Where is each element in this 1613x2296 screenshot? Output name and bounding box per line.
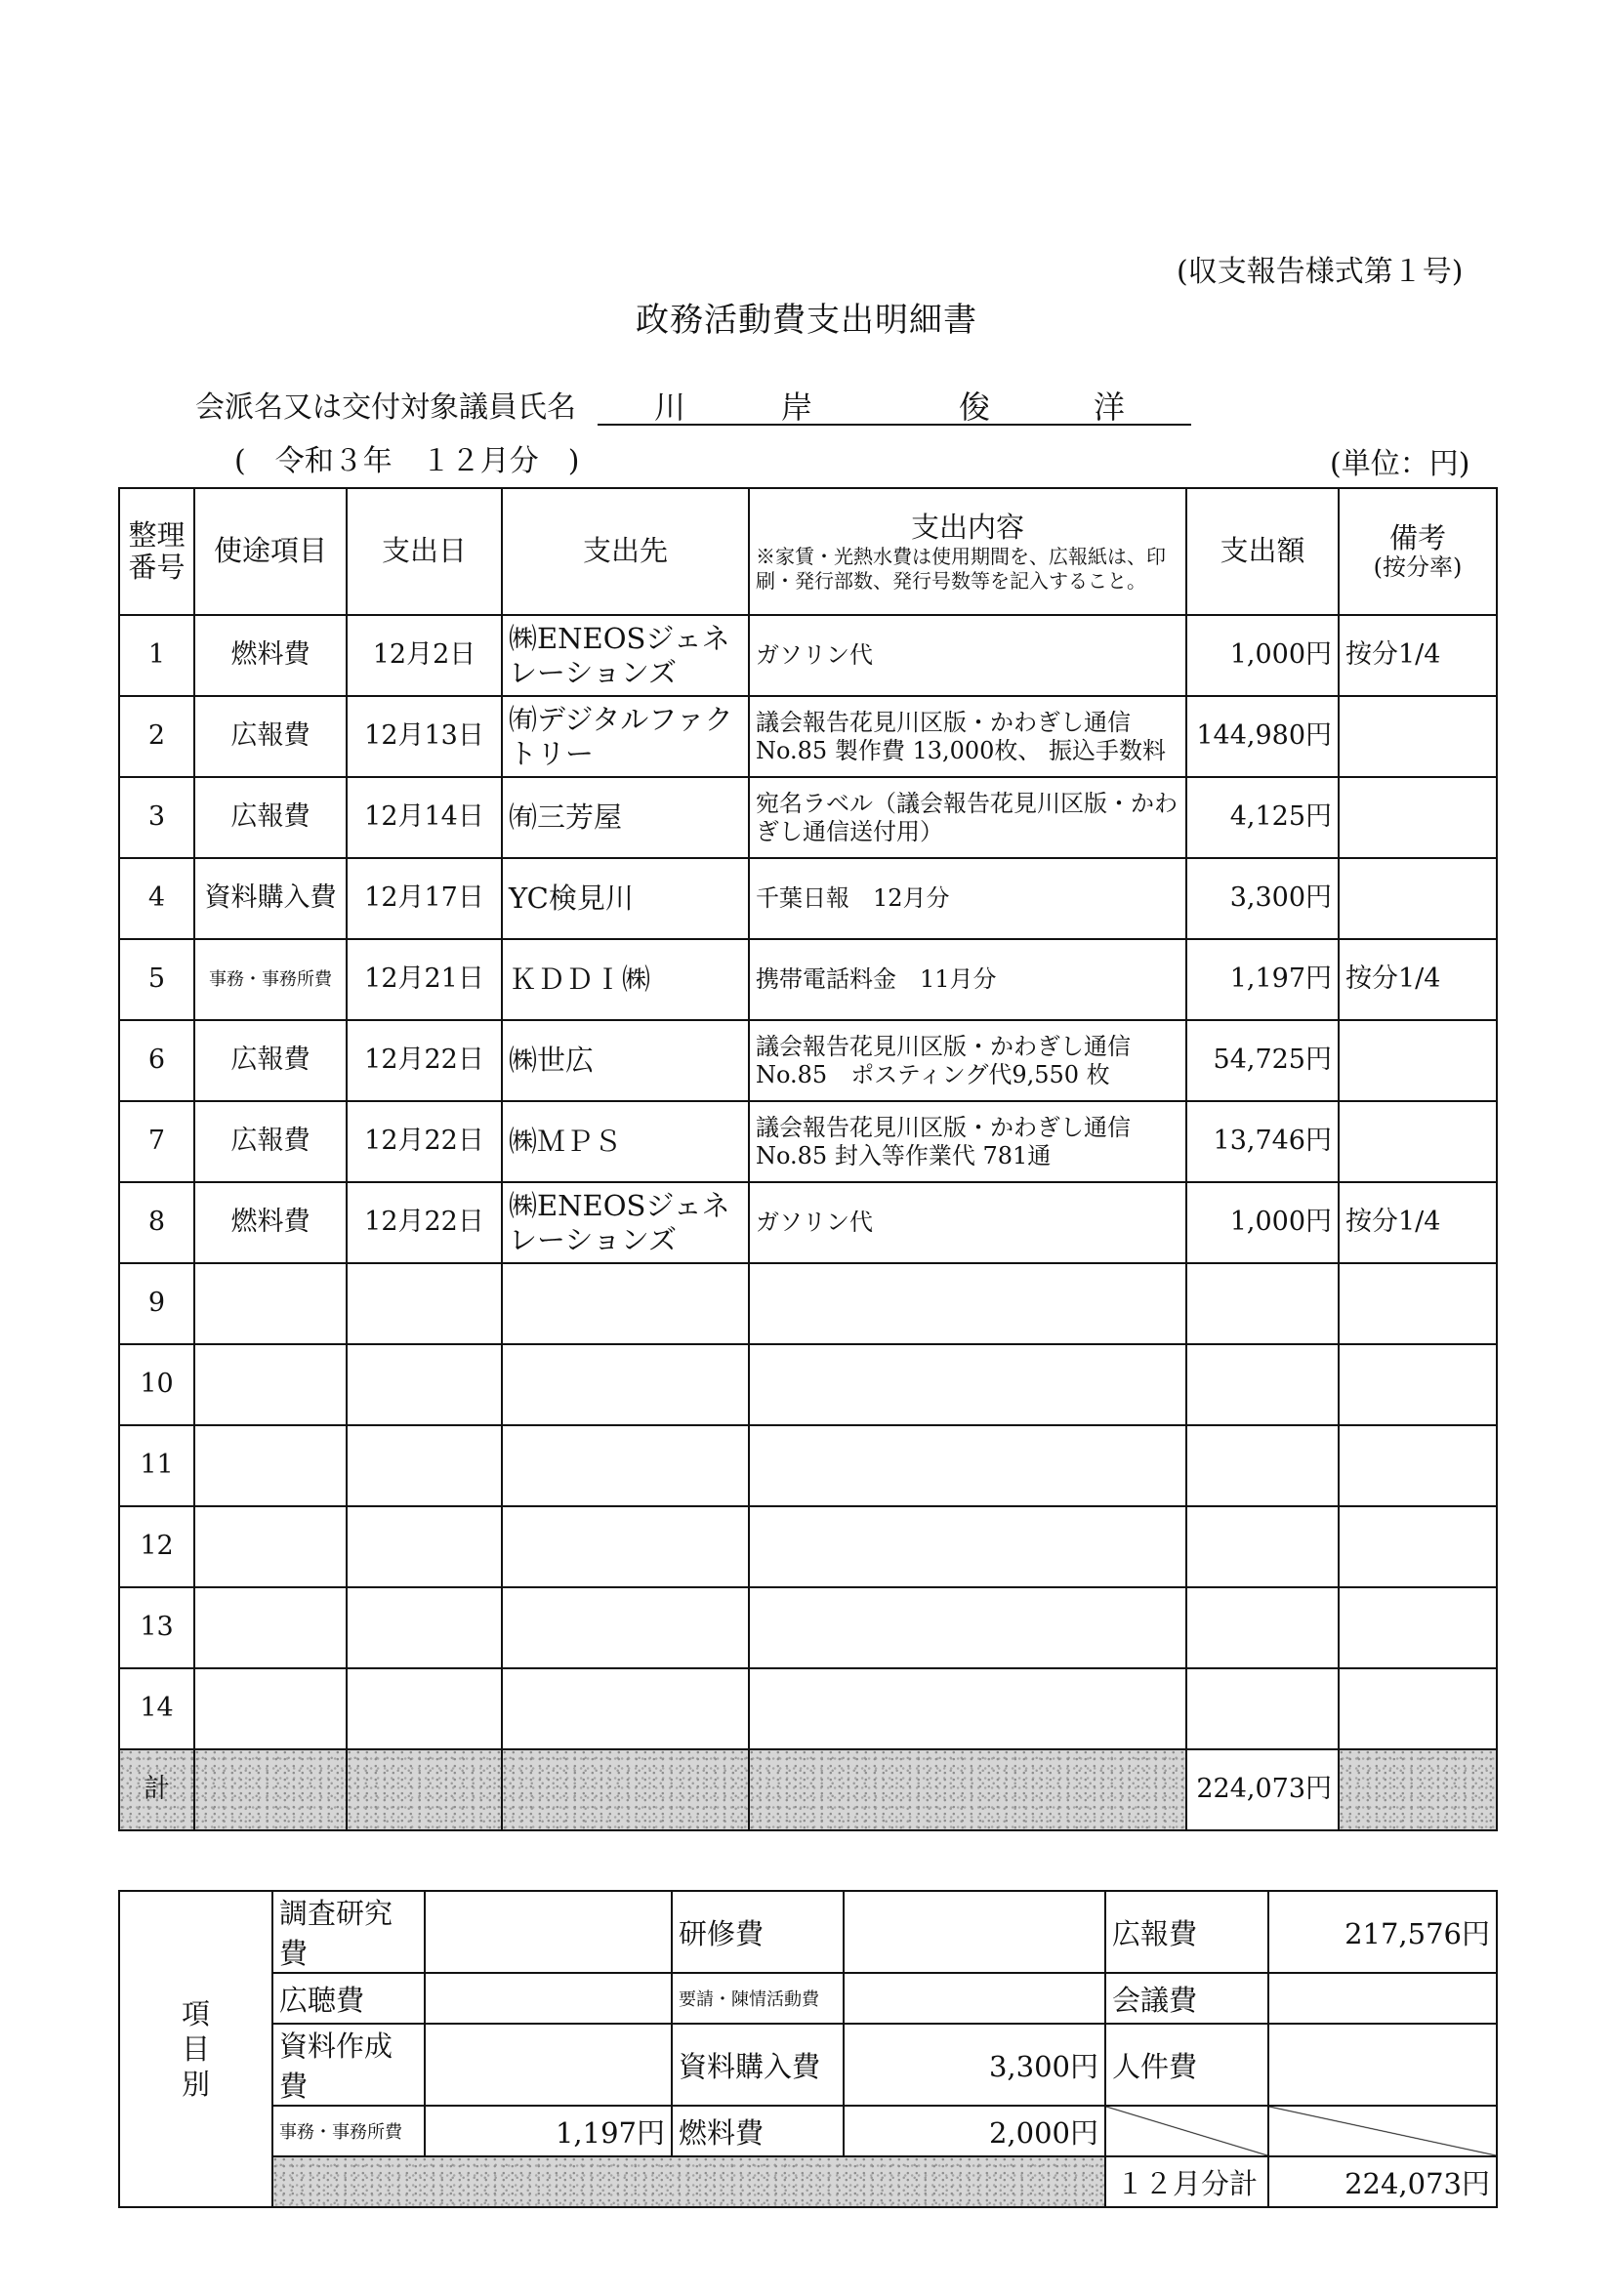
table-row bbox=[119, 858, 1497, 939]
member-name-char: 岸 bbox=[781, 389, 813, 426]
meeting-label: 会議費 bbox=[1105, 1973, 1268, 2024]
row-date bbox=[347, 1425, 502, 1506]
hearing-value bbox=[425, 1973, 672, 2024]
row-payee: ＫＤＤＩ㈱ bbox=[502, 939, 749, 1020]
member-name-char: 俊 bbox=[959, 389, 991, 426]
row-content bbox=[749, 1425, 1186, 1506]
publicity-value: 217,576円 bbox=[1268, 1891, 1497, 1973]
row-date: 12月21日 bbox=[347, 939, 502, 1020]
row-date bbox=[347, 1506, 502, 1587]
total-amount: 224,073円 bbox=[1186, 1749, 1339, 1830]
table-row bbox=[119, 1344, 1497, 1425]
diagonal-blank-cell bbox=[1268, 2106, 1497, 2156]
shaded-cell bbox=[502, 1749, 749, 1830]
materials-purchase-value: 3,300円 bbox=[844, 2024, 1105, 2106]
remarks-heading: 備考 bbox=[1388, 520, 1446, 554]
row-no: 7 bbox=[119, 1101, 194, 1182]
row-no: 9 bbox=[119, 1263, 194, 1344]
row-content bbox=[749, 1263, 1186, 1344]
row-date bbox=[347, 1587, 502, 1668]
row-remarks bbox=[1339, 858, 1497, 939]
row-remarks bbox=[1339, 1020, 1497, 1101]
row-item: 事務・事務所費 bbox=[194, 939, 347, 1020]
table-row bbox=[119, 777, 1497, 858]
row-payee: ㈲デジタルファクトリー bbox=[502, 696, 749, 777]
shaded-cell bbox=[347, 1749, 502, 1830]
table-row bbox=[119, 1263, 1497, 1344]
row-date: 12月14日 bbox=[347, 777, 502, 858]
row-amount bbox=[1186, 1344, 1339, 1425]
col-header-remarks bbox=[1339, 488, 1497, 615]
row-amount bbox=[1186, 1668, 1339, 1749]
total-label: 計 bbox=[119, 1749, 194, 1830]
table-row bbox=[119, 1020, 1497, 1101]
row-amount: 4,125円 bbox=[1186, 777, 1339, 858]
shaded-cell bbox=[1339, 1749, 1497, 1830]
row-date bbox=[347, 1668, 502, 1749]
row-item: 広報費 bbox=[194, 696, 347, 777]
row-item bbox=[194, 1587, 347, 1668]
publicity-label: 広報費 bbox=[1105, 1891, 1268, 1973]
row-content bbox=[749, 1587, 1186, 1668]
fuel-label: 燃料費 bbox=[672, 2106, 844, 2156]
row-remarks: 按分1/4 bbox=[1339, 615, 1497, 696]
report-period: ( 令和３年 １２月分 ) bbox=[234, 444, 580, 478]
office-label: 事務・事務所費 bbox=[272, 2106, 425, 2156]
month-total-label: １２月分計 bbox=[1105, 2156, 1268, 2207]
col-header-date: 支出日 bbox=[347, 488, 502, 615]
total-row bbox=[119, 1749, 1497, 1830]
row-no: 2 bbox=[119, 696, 194, 777]
row-date: 12月22日 bbox=[347, 1182, 502, 1263]
row-payee bbox=[502, 1344, 749, 1425]
row-date bbox=[347, 1344, 502, 1425]
row-content: 千葉日報 12月分 bbox=[749, 858, 1186, 939]
row-date bbox=[347, 1263, 502, 1344]
table-row bbox=[119, 1101, 1497, 1182]
row-no: 12 bbox=[119, 1506, 194, 1587]
col-header-payee: 支出先 bbox=[502, 488, 749, 615]
row-content bbox=[749, 1506, 1186, 1587]
personnel-value bbox=[1268, 2024, 1497, 2106]
row-remarks bbox=[1339, 1425, 1497, 1506]
row-remarks bbox=[1339, 696, 1497, 777]
row-amount: 1,000円 bbox=[1186, 1182, 1339, 1263]
row-no: 11 bbox=[119, 1425, 194, 1506]
unit-label: (単位：円) bbox=[1330, 447, 1470, 481]
row-content: 議会報告花見川区版・かわぎし通信No.85 ポスティング代9,550 枚 bbox=[749, 1020, 1186, 1101]
row-no: 1 bbox=[119, 615, 194, 696]
row-payee: ㈱世広 bbox=[502, 1020, 749, 1101]
row-item bbox=[194, 1506, 347, 1587]
content-heading: 支出内容 bbox=[910, 510, 1024, 544]
member-name-char: 洋 bbox=[1094, 389, 1126, 426]
row-amount bbox=[1186, 1587, 1339, 1668]
row-date: 12月13日 bbox=[347, 696, 502, 777]
row-payee: ㈲三芳屋 bbox=[502, 777, 749, 858]
row-amount bbox=[1186, 1506, 1339, 1587]
table-row bbox=[119, 1425, 1497, 1506]
hearing-label: 広聴費 bbox=[272, 1973, 425, 2024]
row-no: 8 bbox=[119, 1182, 194, 1263]
row-content: 宛名ラベル（議会報告花見川区版・かわぎし通信送付用） bbox=[749, 777, 1186, 858]
fuel-value: 2,000円 bbox=[844, 2106, 1105, 2156]
materials-creation-value bbox=[425, 2024, 672, 2106]
row-date: 12月17日 bbox=[347, 858, 502, 939]
row-date: 12月22日 bbox=[347, 1020, 502, 1101]
table-row bbox=[119, 696, 1497, 777]
summary-row bbox=[119, 1891, 1497, 1973]
row-item bbox=[194, 1263, 347, 1344]
row-remarks bbox=[1339, 1101, 1497, 1182]
content-note: ※家賃・光熱水費は使用期間を、広報紙は、印刷・発行部数、発行号数等を記入すること。 bbox=[756, 545, 1166, 594]
summary-row bbox=[119, 2024, 1497, 2106]
row-remarks bbox=[1339, 777, 1497, 858]
row-item bbox=[194, 1668, 347, 1749]
row-item: 広報費 bbox=[194, 1020, 347, 1101]
col-header-content bbox=[749, 488, 1186, 615]
row-remarks bbox=[1339, 1506, 1497, 1587]
row-payee bbox=[502, 1425, 749, 1506]
row-payee: ㈱ＭＰＳ bbox=[502, 1101, 749, 1182]
row-amount: 54,725円 bbox=[1186, 1020, 1339, 1101]
row-remarks bbox=[1339, 1668, 1497, 1749]
table-row bbox=[119, 1506, 1497, 1587]
table-row bbox=[119, 615, 1497, 696]
table-row bbox=[119, 1668, 1497, 1749]
row-amount: 144,980円 bbox=[1186, 696, 1339, 777]
expenditure-table bbox=[118, 487, 1498, 1831]
table-row bbox=[119, 1182, 1497, 1263]
remarks-sub: (按分率) bbox=[1373, 553, 1463, 581]
materials-creation-label: 資料作成費 bbox=[272, 2024, 425, 2106]
row-payee bbox=[502, 1587, 749, 1668]
row-content bbox=[749, 1344, 1186, 1425]
shaded-cell bbox=[749, 1749, 1186, 1830]
row-remarks bbox=[1339, 1344, 1497, 1425]
shaded-cell bbox=[194, 1749, 347, 1830]
member-label: 会派名又は交付対象議員氏名 bbox=[195, 390, 576, 425]
row-payee bbox=[502, 1668, 749, 1749]
row-item: 広報費 bbox=[194, 1101, 347, 1182]
row-no: 3 bbox=[119, 777, 194, 858]
meeting-value bbox=[1268, 1973, 1497, 2024]
row-content: ガソリン代 bbox=[749, 615, 1186, 696]
row-payee: ㈱ENEOSジェネレーションズ bbox=[502, 1182, 749, 1263]
table-header-row bbox=[119, 488, 1497, 615]
diagonal-blank-cell bbox=[1105, 2106, 1268, 2156]
petition-label: 要請・陳情活動費 bbox=[672, 1973, 844, 2024]
row-no: 13 bbox=[119, 1587, 194, 1668]
row-content: 議会報告花見川区版・かわぎし通信No.85 製作費 13,000枚、 振込手数料 bbox=[749, 696, 1186, 777]
row-payee: ㈱ENEOSジェネレーションズ bbox=[502, 615, 749, 696]
col-header-item: 使途項目 bbox=[194, 488, 347, 615]
row-remarks bbox=[1339, 1587, 1497, 1668]
category-label: 項 目 別 bbox=[119, 1891, 272, 2207]
row-amount: 3,300円 bbox=[1186, 858, 1339, 939]
row-amount: 1,197円 bbox=[1186, 939, 1339, 1020]
category-summary-table bbox=[118, 1890, 1498, 2208]
row-content: 議会報告花見川区版・かわぎし通信No.85 封入等作業代 781通 bbox=[749, 1101, 1186, 1182]
table-row bbox=[119, 939, 1497, 1020]
training-value bbox=[844, 1891, 1105, 1973]
row-content: ガソリン代 bbox=[749, 1182, 1186, 1263]
col-header-no: 整理 番号 bbox=[119, 488, 194, 615]
row-no: 14 bbox=[119, 1668, 194, 1749]
form-number: (収支報告様式第１号) bbox=[1177, 255, 1464, 289]
row-item: 広報費 bbox=[194, 777, 347, 858]
row-payee: YC検見川 bbox=[502, 858, 749, 939]
row-item: 燃料費 bbox=[194, 1182, 347, 1263]
petition-value bbox=[844, 1973, 1105, 2024]
research-label: 調査研究費 bbox=[272, 1891, 425, 1973]
row-item: 資料購入費 bbox=[194, 858, 347, 939]
row-no: 6 bbox=[119, 1020, 194, 1101]
row-content: 携帯電話料金 11月分 bbox=[749, 939, 1186, 1020]
col-header-amount: 支出額 bbox=[1186, 488, 1339, 615]
row-remarks: 按分1/4 bbox=[1339, 939, 1497, 1020]
row-remarks: 按分1/4 bbox=[1339, 1182, 1497, 1263]
row-date: 12月22日 bbox=[347, 1101, 502, 1182]
row-amount: 13,746円 bbox=[1186, 1101, 1339, 1182]
row-item bbox=[194, 1344, 347, 1425]
personnel-label: 人件費 bbox=[1105, 2024, 1268, 2106]
row-item: 燃料費 bbox=[194, 615, 347, 696]
summary-row bbox=[119, 2156, 1497, 2207]
page-title: 政務活動費支出明細書 bbox=[636, 301, 977, 340]
row-no: 5 bbox=[119, 939, 194, 1020]
summary-row bbox=[119, 2106, 1497, 2156]
office-value: 1,197円 bbox=[425, 2106, 672, 2156]
row-payee bbox=[502, 1506, 749, 1587]
row-no: 10 bbox=[119, 1344, 194, 1425]
row-date: 12月2日 bbox=[347, 615, 502, 696]
row-amount bbox=[1186, 1425, 1339, 1506]
row-no: 4 bbox=[119, 858, 194, 939]
row-amount bbox=[1186, 1263, 1339, 1344]
member-name-underline bbox=[598, 424, 1191, 426]
row-item bbox=[194, 1425, 347, 1506]
shaded-cell bbox=[272, 2156, 1105, 2207]
member-name-char: 川 bbox=[654, 389, 686, 426]
row-payee bbox=[502, 1263, 749, 1344]
row-remarks bbox=[1339, 1263, 1497, 1344]
materials-purchase-label: 資料購入費 bbox=[672, 2024, 844, 2106]
row-amount: 1,000円 bbox=[1186, 615, 1339, 696]
row-content bbox=[749, 1668, 1186, 1749]
summary-row bbox=[119, 1973, 1497, 2024]
table-row bbox=[119, 1587, 1497, 1668]
training-label: 研修費 bbox=[672, 1891, 844, 1973]
research-value bbox=[425, 1891, 672, 1973]
month-total-value: 224,073円 bbox=[1268, 2156, 1497, 2207]
